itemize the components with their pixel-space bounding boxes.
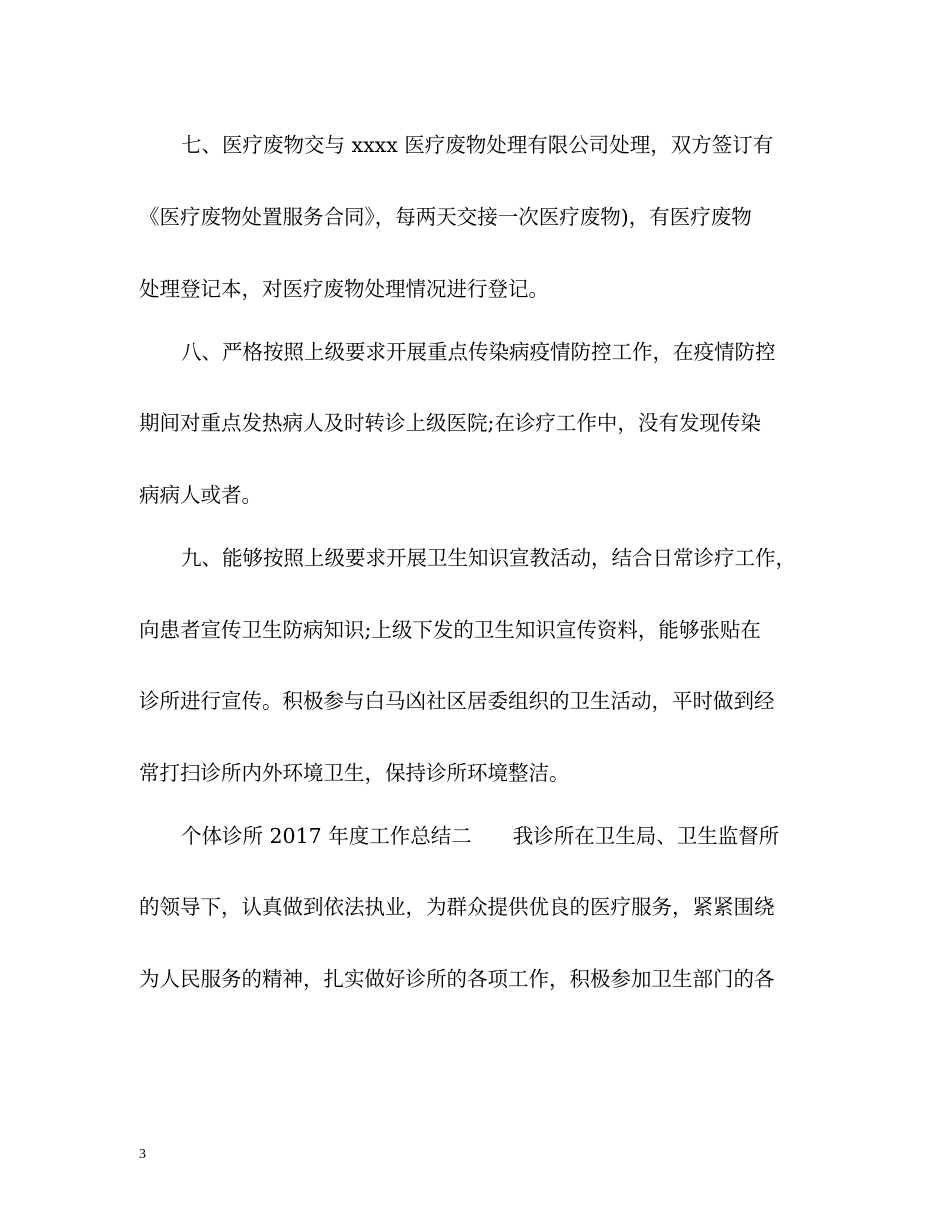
paragraph-line: 九、能够按照上级要求开展卫生知识宣教活动，结合日常诊疗工作， xyxy=(181,546,796,570)
paragraph-line: 为人民服务的精神，扎实做好诊所的各项工作，积极参加卫生部门的各 xyxy=(139,967,775,991)
paragraph-line: 《医疗废物处置服务合同》，每两天交接一次医疗废物)，有医疗废物 xyxy=(139,205,752,229)
paragraph-line: 的领导下，认真做到依法执业，为群众提供优良的医疗服务，紧紧围绕 xyxy=(139,895,775,919)
paragraph-line: 处理登记本，对医疗废物处理情况进行登记。 xyxy=(139,277,549,301)
paragraph-line: 期间对重点发热病人及时转诊上级医院;在诊疗工作中，没有发现传染 xyxy=(139,411,761,435)
paragraph-line: 八、严格按照上级要求开展重点传染病疫情防控工作，在疫情防控 xyxy=(181,340,776,364)
paragraph-line: 常打扫诊所内外环境卫生，保持诊所环境整洁。 xyxy=(139,761,570,785)
page-number: 3 xyxy=(139,1147,146,1162)
paragraph-line: 七、医疗废物交与 xxxx 医疗废物处理有限公司处理，双方签订有 xyxy=(181,133,774,157)
paragraph-line: 向患者宣传卫生防病知识;上级下发的卫生知识宣传资料，能够张贴在 xyxy=(139,618,761,642)
paragraph-line: 病病人或者。 xyxy=(139,483,262,507)
paragraph-line: 诊所进行宣传。积极参与白马凶社区居委组织的卫生活动，平时做到经 xyxy=(139,689,775,713)
paragraph-line: 个体诊所 2017 年度工作总结二 我诊所在卫生局、卫生监督所 xyxy=(181,824,780,848)
